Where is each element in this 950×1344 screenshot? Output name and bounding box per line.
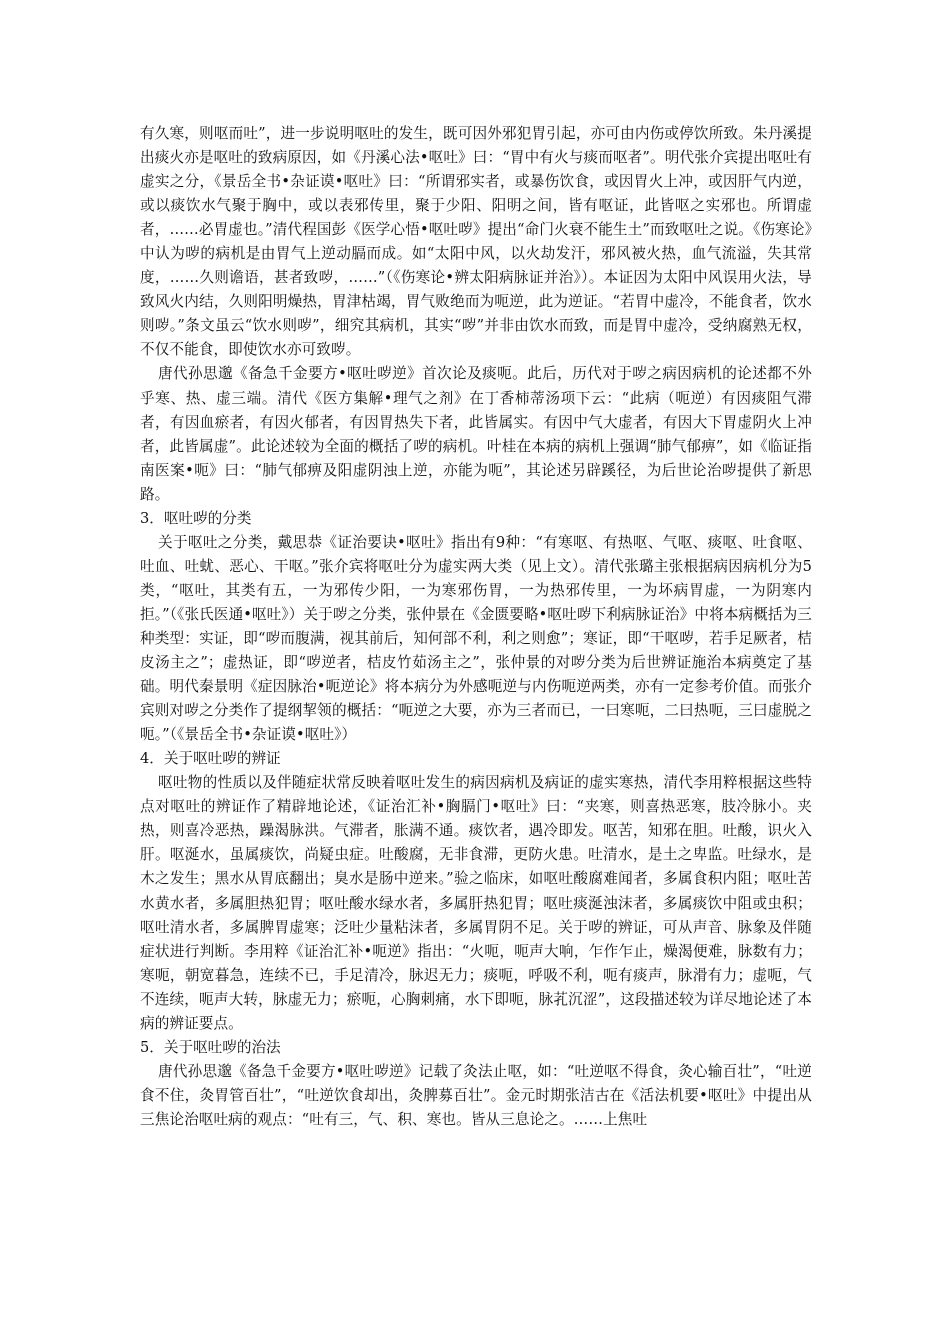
section-heading-differentiation: 4．关于呕吐哕的辨证 [140,750,281,768]
paragraph-classification: 关于呕吐之分类，戴思恭《证治要诀•呕吐》指出有9种：“有寒呕、有热呕、气呕、痰呕、吐食呕、吐血、吐蚘、恶心、干呕。”张介宾将呕吐分为虚实两大类（见上文）。清代张璐主张根据病因病机分为5类，“呕吐，其类有五，一为邪传少阳，一为寒邪伤胃，一为热邪传里，一为坏病胃虚，一为阴寒内拒。”（《张氏医通•呕吐》）关于哕之分类，张仲景在《金匮要略•呕吐哕下利病脉证治》中将本病概括为三种类型：实证，即“哕而腹满，视其前后，知何部不利，利之则愈”；寒证，即“干呕哕，若手足厥者，桔皮汤主之”；虚热证，即“哕逆者，桔皮竹茹汤主之”，张仲景的对哕分类为后世辨证施治本病奠定了基础。明代秦景明《症因脉治•呃逆论》将本病分为外感呃逆与内伤呃逆两类，亦有一定参考价值。而张介宾则对哕之分类作了提纲挈领的概括：“呃逆之大要，亦为三者而已，一曰寒呃，二曰热呃，三曰虚脱之呃。”（《景岳全书•杂证谟•呕吐》） [140,533,812,744]
document-page [140,122,812,1132]
section-heading-treatment: 5．关于呕吐哕的治法 [140,1038,281,1056]
paragraph-treatment: 唐代孙思邈《备急千金要方•呕吐哕逆》记载了灸法止呕，如：“吐逆呕不得食，灸心输百壮”，“吐逆食不住，灸胃管百壮”，“吐逆饮食却出，灸脾募百壮”。金元时期张洁古在《活法机要•呕吐》中提出从三焦论治呕吐病的观点：“吐有三，气、积、寒也。皆从三息论之。……上焦吐 [140,1062,812,1128]
paragraph-differentiation: 呕吐物的性质以及伴随症状常反映着呕吐发生的病因病机及病证的虚实寒热，清代李用粹根据这些特点对呕吐的辨证作了精辟地论述，《证治汇补•胸膈门•呕吐》曰：“夹寒，则喜热恶寒，肢冷脉小。夹热，则喜冷恶热，躁渴脉洪。气滞者，胀满不通。痰饮者，遇冷即发。呕苦，知邪在胆。吐酸，识火入肝。呕涎水，虽属痰饮，尚疑虫症。吐酸腐，无非食滞，更防火患。吐清水，是土之卑监。吐绿水，是木之发生；黑水从胃底翻出；臭水是肠中逆来。”验之临床，如呕吐酸腐难闻者，多属食积内阻；呕吐苦水黄水者，多属胆热犯胃；呕吐酸水绿水者，多属肝热犯胃；呕吐痰涎浊沫者，多属痰饮中阻或虫积；呕吐清水者，多属脾胃虚寒；泛吐少量粘沫者，多属胃阴不足。关于哕的辨证，可从声音、脉象及伴随症状进行判断。李用粹《证治汇补•呃逆》指出：“火呃，呃声大响，乍作乍止，燥渴便难，脉数有力；寒呃，朝宽暮急，连续不已，手足清冷，脉迟无力；痰呃，呼吸不利，呃有痰声，脉滑有力；虚呃，气不连续，呃声大转，脉虚无力；瘀呃，心胸刺痛，水下即呃，脉芤沉涩”，这段描述较为详尽地论述了本病的辨证要点。 [140,774,812,1032]
paragraph-hiccup-pathogenesis: 唐代孙思邈《备急千金要方•呕吐哕逆》首次论及痰呃。此后，历代对于哕之病因病机的论述都不外乎寒、热、虚三端。清代《医方集解•理气之剂》在丁香柿蒂汤项下云：“此病（呃逆）有因痰阻气滞者，有因血瘀者，有因火郁者，有因胃热失下者，此皆属实。有因中气大虚者，有因大下胃虚阴火上冲者，此皆属虚”。此论述较为全面的概括了哕的病机。叶桂在本病的病机上强调“肺气郁痹”，如《临证指南医案•呃》曰：“肺气郁痹及阳虚阴浊上逆，亦能为呃”，其论述另辟蹊径，为后世论治哕提供了新思路。 [140,365,812,503]
section-heading-classification: 3．呕吐哕的分类 [140,509,252,527]
paragraph-causes-of-vomiting: 有久寒，则呕而吐”，进一步说明呕吐的发生，既可因外邪犯胃引起，亦可由内伤或停饮所致。朱丹溪提出痰火亦是呕吐的致病原因，如《丹溪心法•呕吐》曰：“胃中有火与痰而呕者”。明代张介宾提出呕吐有虚实之分，《景岳全书•杂证谟•呕吐》曰：“所谓邪实者，或暴伤饮食，或因胃火上冲，或因肝气内逆，或以痰饮水气聚于胸中，或以表邪传里，聚于少阳、阳明之间，皆有呕证，此皆呕之实邪也。所谓虚者，……必胃虚也。”清代程国彭《医学心悟•呕吐哕》提出“命门火衰不能生土”而致呕吐之说。《伤寒论》中认为哕的病机是由胃气上逆动膈而成。如“太阳中风，以火劫发汗，邪风被火热，血气流溢，失其常度，……久则谵语，甚者致哕，……”（《伤寒论•辨太阳病脉证并治》）。本证因为太阳中风误用火法，导致风火内结，久则阳明燥热，胃津枯竭，胃气败绝而为呃逆，此为逆证。“若胃中虚冷，不能食者，饮水则哕。”条文虽云“饮水则哕”，细究其病机，其实“哕”并非由饮水而致，而是胃中虚冷，受纳腐熟无权，不仅不能食，即使饮水亦可致哕。 [140,125,812,359]
